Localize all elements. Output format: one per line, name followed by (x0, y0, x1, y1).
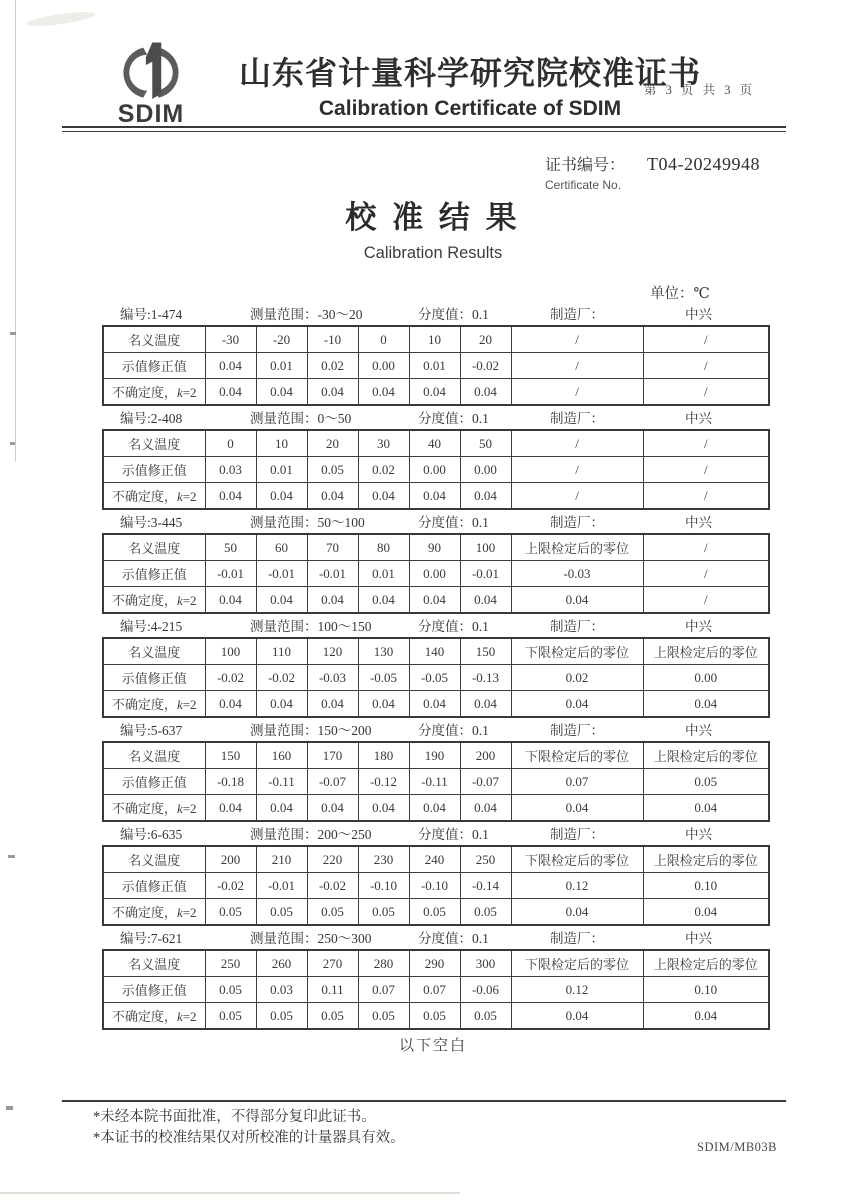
cell-value: 0.07 (409, 977, 460, 1003)
cell-value: -20 (256, 326, 307, 353)
cell-value: 0.04 (511, 1003, 643, 1030)
cell-value: 0.05 (256, 1003, 307, 1030)
row-uncertainty (103, 379, 769, 406)
blank-below-note: 以下空白 (398, 1038, 467, 1054)
cell-value: -0.14 (460, 873, 511, 899)
cell-value: 0.04 (460, 483, 511, 510)
cell-value: -0.02 (205, 873, 256, 899)
row-indication-correction (103, 353, 769, 379)
table-maker-label: 制造厂： (550, 723, 604, 738)
cell-value: -0.05 (409, 665, 460, 691)
cell-value: -0.06 (460, 977, 511, 1003)
cell-value: / (511, 379, 643, 406)
cell-value: 上限检定后的零位 (643, 950, 769, 977)
cell-value: / (643, 561, 769, 587)
cell-value: 130 (358, 638, 409, 665)
table-serial: 编号:4-215 (120, 619, 183, 634)
calibration-table (102, 325, 770, 406)
results-title-en: Calibration Results (363, 244, 503, 262)
table-serial: 编号:7-621 (120, 931, 183, 946)
row-uncertainty (103, 483, 769, 510)
cell-value: 0.04 (307, 587, 358, 614)
cell-value: / (643, 534, 769, 561)
cell-value: 0.04 (307, 795, 358, 822)
calibration-table (102, 949, 770, 1030)
cell-value: -0.02 (307, 873, 358, 899)
cell-value: 0.02 (307, 353, 358, 379)
cell-value: -0.05 (358, 665, 409, 691)
cell-value: 0.04 (358, 483, 409, 510)
table-measuring-range: 测量范围：200～250 (250, 827, 372, 842)
cell-value: -0.02 (205, 665, 256, 691)
row-label: 示值修正值 (103, 353, 205, 379)
row-label: 名义温度 (103, 742, 205, 769)
row-nominal-temperature (103, 846, 769, 873)
cell-value: 50 (205, 534, 256, 561)
table-maker-label: 制造厂： (550, 619, 604, 634)
calibration-table (102, 845, 770, 926)
table-division-value: 分度值：0.1 (418, 827, 489, 842)
cell-value: 0.04 (409, 795, 460, 822)
sdim-emblem-icon (119, 40, 183, 104)
row-uncertainty (103, 795, 769, 822)
row-label: 示值修正值 (103, 769, 205, 795)
cell-value: -0.01 (256, 561, 307, 587)
row-uncertainty (103, 899, 769, 926)
cell-value: / (643, 430, 769, 457)
cell-value: 0.00 (409, 561, 460, 587)
cell-value: / (643, 587, 769, 614)
cell-value: 0.04 (409, 691, 460, 718)
row-label: 名义温度 (103, 326, 205, 353)
cell-value: 0.04 (358, 379, 409, 406)
table-measuring-range: 测量范围：50～100 (250, 515, 365, 530)
cell-value: -0.01 (307, 561, 358, 587)
cell-value: 210 (256, 846, 307, 873)
cell-value: 0.04 (511, 899, 643, 926)
row-label: 名义温度 (103, 638, 205, 665)
calibration-table-block (102, 611, 768, 715)
cell-value: 上限检定后的零位 (643, 638, 769, 665)
cell-value: 下限检定后的零位 (511, 950, 643, 977)
cell-value: / (643, 326, 769, 353)
cell-value: 0.05 (460, 899, 511, 926)
cell-value: 0.12 (511, 977, 643, 1003)
cell-value: 0.04 (358, 691, 409, 718)
calibration-table (102, 637, 770, 718)
row-uncertainty (103, 691, 769, 718)
cell-value: -0.01 (205, 561, 256, 587)
scan-smudge (26, 9, 97, 29)
cell-value: 220 (307, 846, 358, 873)
cell-value: 上限检定后的零位 (643, 742, 769, 769)
table-meta-row (102, 507, 768, 533)
cell-value: 0.04 (205, 483, 256, 510)
scan-fold-line (15, 0, 16, 462)
cell-value: -0.01 (256, 873, 307, 899)
table-meta-row (102, 923, 768, 949)
row-label: 不确定度，k=2 (103, 1003, 205, 1030)
scan-mark (6, 1106, 13, 1110)
cell-value: 0.02 (358, 457, 409, 483)
cell-value: 0.05 (256, 899, 307, 926)
cell-value: -0.18 (205, 769, 256, 795)
cell-value: 230 (358, 846, 409, 873)
calibration-table-block (102, 715, 768, 819)
cell-value: 0.04 (409, 379, 460, 406)
table-maker-label: 制造厂： (550, 411, 604, 426)
cell-value: 0.00 (460, 457, 511, 483)
cell-value: 0.04 (307, 691, 358, 718)
table-serial: 编号:2-408 (120, 411, 183, 426)
cell-value: 40 (409, 430, 460, 457)
cell-value: 290 (409, 950, 460, 977)
row-label: 名义温度 (103, 846, 205, 873)
cell-value: 140 (409, 638, 460, 665)
cell-value: 0.07 (511, 769, 643, 795)
table-serial: 编号:5-637 (120, 723, 183, 738)
cell-value: 0.04 (256, 587, 307, 614)
table-division-value: 分度值：0.1 (418, 619, 489, 634)
cell-value: -0.10 (409, 873, 460, 899)
table-maker-value: 中兴 (685, 723, 712, 738)
cell-value: 100 (205, 638, 256, 665)
table-meta-row (102, 299, 768, 325)
cell-value: 0.04 (409, 587, 460, 614)
cell-value: 0.04 (358, 795, 409, 822)
table-maker-value: 中兴 (685, 307, 712, 322)
cell-value: 0.05 (307, 899, 358, 926)
cell-value: -0.10 (358, 873, 409, 899)
cell-value: / (511, 326, 643, 353)
footer-notes (93, 1107, 405, 1149)
cell-value: 上限检定后的零位 (511, 534, 643, 561)
cell-value: 0 (205, 430, 256, 457)
cell-value: 0.05 (307, 1003, 358, 1030)
cell-value: 0.04 (205, 587, 256, 614)
cell-value: 170 (307, 742, 358, 769)
cell-value: 270 (307, 950, 358, 977)
row-indication-correction (103, 977, 769, 1003)
row-indication-correction (103, 873, 769, 899)
cell-value: -0.11 (409, 769, 460, 795)
table-maker-label: 制造厂： (550, 827, 604, 842)
scan-mark (8, 855, 15, 858)
cell-value: 0.04 (358, 587, 409, 614)
cell-value: 150 (205, 742, 256, 769)
table-division-value: 分度值：0.1 (418, 723, 489, 738)
cell-value: 0.04 (460, 379, 511, 406)
table-maker-label: 制造厂： (550, 515, 604, 530)
cell-value: 10 (409, 326, 460, 353)
table-maker-value: 中兴 (685, 515, 712, 530)
cell-value: 10 (256, 430, 307, 457)
unit-label: 单位：℃ (650, 286, 710, 302)
cell-value: -0.07 (307, 769, 358, 795)
cell-value: / (511, 483, 643, 510)
cell-value: 0.04 (460, 587, 511, 614)
cell-value: 0.03 (205, 457, 256, 483)
cell-value: -0.03 (511, 561, 643, 587)
certificate-number-label-en: Certificate No. (545, 178, 622, 192)
row-indication-correction (103, 665, 769, 691)
row-uncertainty (103, 1003, 769, 1030)
footer-note: *未经本院书面批准，不得部分复印此证书。 (93, 1109, 376, 1125)
cell-value: -0.07 (460, 769, 511, 795)
cell-value: 50 (460, 430, 511, 457)
cell-value: 30 (358, 430, 409, 457)
table-serial: 编号:1-474 (120, 307, 183, 322)
cell-value: 0.01 (256, 457, 307, 483)
cell-value: 0.04 (460, 691, 511, 718)
table-division-value: 分度值：0.1 (418, 931, 489, 946)
cell-value: 110 (256, 638, 307, 665)
cell-value: 0.11 (307, 977, 358, 1003)
table-measuring-range: 测量范围：250～300 (250, 931, 372, 946)
cell-value: 0.05 (358, 1003, 409, 1030)
table-meta-row (102, 819, 768, 845)
cell-value: 160 (256, 742, 307, 769)
row-label: 不确定度，k=2 (103, 691, 205, 718)
table-division-value: 分度值：0.1 (418, 411, 489, 426)
row-indication-correction (103, 457, 769, 483)
cell-value: 下限检定后的零位 (511, 742, 643, 769)
cell-value: -0.11 (256, 769, 307, 795)
sdim-logo (96, 40, 206, 129)
scan-mark (10, 332, 16, 335)
cell-value: 0.01 (358, 561, 409, 587)
footer-divider (62, 1100, 786, 1102)
row-nominal-temperature (103, 430, 769, 457)
cell-value: 上限检定后的零位 (643, 846, 769, 873)
cell-value: 150 (460, 638, 511, 665)
table-maker-value: 中兴 (685, 411, 712, 426)
table-division-value: 分度值：0.1 (418, 307, 489, 322)
cell-value: / (643, 353, 769, 379)
cell-value: 0.03 (256, 977, 307, 1003)
calibration-table-block (102, 507, 768, 611)
calibration-table (102, 429, 770, 510)
row-label: 名义温度 (103, 430, 205, 457)
cell-value: 下限检定后的零位 (511, 638, 643, 665)
cell-value: 250 (460, 846, 511, 873)
cell-value: -30 (205, 326, 256, 353)
cell-value: 0.07 (358, 977, 409, 1003)
calibration-table-block (102, 819, 768, 923)
table-meta-row (102, 611, 768, 637)
cell-value: 0.04 (205, 795, 256, 822)
cell-value: 70 (307, 534, 358, 561)
cell-value: 0.05 (307, 457, 358, 483)
row-label: 示值修正值 (103, 457, 205, 483)
logo-text: SDIM (117, 100, 185, 128)
cell-value: 0.05 (409, 899, 460, 926)
cell-value: 0.04 (511, 795, 643, 822)
table-maker-label: 制造厂： (550, 307, 604, 322)
cell-value: 180 (358, 742, 409, 769)
header-divider (62, 126, 786, 132)
row-indication-correction (103, 769, 769, 795)
calibration-table-block (102, 403, 768, 507)
cell-value: 0.04 (256, 691, 307, 718)
certificate-number-value: T04-20249948 (647, 154, 761, 174)
calibration-tables (102, 299, 768, 1027)
cell-value: 0.05 (205, 977, 256, 1003)
certificate-number-block (545, 152, 760, 192)
row-label: 名义温度 (103, 534, 205, 561)
cell-value: 250 (205, 950, 256, 977)
row-nominal-temperature (103, 326, 769, 353)
row-nominal-temperature (103, 638, 769, 665)
cell-value: / (643, 457, 769, 483)
cell-value: 0.04 (256, 379, 307, 406)
cell-value: 0.10 (643, 977, 769, 1003)
institute-title-cn: 山东省计量科学研究院校准证书 (238, 55, 701, 91)
cell-value: 20 (307, 430, 358, 457)
cell-value: 0.04 (205, 353, 256, 379)
cell-value: 300 (460, 950, 511, 977)
cell-value: 0.12 (511, 873, 643, 899)
cell-value: 0.01 (256, 353, 307, 379)
cell-value: 0.04 (307, 483, 358, 510)
row-uncertainty (103, 587, 769, 614)
row-label: 不确定度，k=2 (103, 899, 205, 926)
table-measuring-range: 测量范围：0～50 (250, 411, 352, 426)
row-label: 不确定度，k=2 (103, 379, 205, 406)
cell-value: -0.02 (256, 665, 307, 691)
table-maker-value: 中兴 (685, 619, 712, 634)
cell-value: 0.04 (643, 899, 769, 926)
table-maker-value: 中兴 (685, 827, 712, 842)
table-meta-row (102, 715, 768, 741)
cell-value: 0.04 (205, 379, 256, 406)
cell-value: 280 (358, 950, 409, 977)
cell-value: 100 (460, 534, 511, 561)
cell-value: 0.05 (205, 1003, 256, 1030)
cell-value: 200 (205, 846, 256, 873)
cell-value: 200 (460, 742, 511, 769)
table-maker-value: 中兴 (685, 931, 712, 946)
cell-value: 120 (307, 638, 358, 665)
row-label: 示值修正值 (103, 561, 205, 587)
cell-value: 20 (460, 326, 511, 353)
cell-value: / (511, 353, 643, 379)
certificate-number-label-cn: 证书编号： (545, 157, 626, 174)
cell-value: 0.10 (643, 873, 769, 899)
cell-value: 0.05 (643, 769, 769, 795)
row-label: 不确定度，k=2 (103, 795, 205, 822)
row-nominal-temperature (103, 950, 769, 977)
calibration-table (102, 741, 770, 822)
cell-value: 60 (256, 534, 307, 561)
cell-value: 0.04 (643, 691, 769, 718)
cell-value: / (643, 483, 769, 510)
cell-value: -0.13 (460, 665, 511, 691)
page-number-info: 第 3 页 共 3 页 (644, 83, 756, 97)
cell-value: / (643, 379, 769, 406)
cell-value: 260 (256, 950, 307, 977)
cell-value: -0.01 (460, 561, 511, 587)
cell-value: 0.04 (409, 483, 460, 510)
results-title-block (100, 192, 766, 263)
cell-value: 下限检定后的零位 (511, 846, 643, 873)
cell-value: -0.02 (460, 353, 511, 379)
row-nominal-temperature (103, 534, 769, 561)
cell-value: 0.02 (511, 665, 643, 691)
calibration-table-block (102, 299, 768, 403)
scan-mark (0, 1192, 460, 1194)
table-serial: 编号:6-635 (120, 827, 183, 842)
cell-value: 0.05 (205, 899, 256, 926)
cell-value: / (511, 457, 643, 483)
cell-value: 0.05 (358, 899, 409, 926)
cell-value: 0.01 (409, 353, 460, 379)
cell-value: 0.00 (643, 665, 769, 691)
row-label: 不确定度，k=2 (103, 587, 205, 614)
cell-value: 190 (409, 742, 460, 769)
table-division-value: 分度值：0.1 (418, 515, 489, 530)
cell-value: 0.04 (256, 795, 307, 822)
results-title-cn: 校 准 结 果 (345, 200, 521, 235)
cell-value: -0.03 (307, 665, 358, 691)
cell-value: 0.04 (460, 795, 511, 822)
institute-title-en: Calibration Certificate of SDIM (318, 97, 622, 120)
row-label: 示值修正值 (103, 977, 205, 1003)
cell-value: 0.05 (460, 1003, 511, 1030)
cell-value: 0 (358, 326, 409, 353)
cell-value: 0.04 (643, 1003, 769, 1030)
cell-value: 80 (358, 534, 409, 561)
cell-value: 0.04 (307, 379, 358, 406)
cell-value: 0.05 (409, 1003, 460, 1030)
calibration-table-block (102, 923, 768, 1027)
row-indication-correction (103, 561, 769, 587)
row-nominal-temperature (103, 742, 769, 769)
cell-value: 0.00 (358, 353, 409, 379)
cell-value: 90 (409, 534, 460, 561)
cell-value: 0.04 (205, 691, 256, 718)
table-meta-row (102, 403, 768, 429)
row-label: 名义温度 (103, 950, 205, 977)
cell-value: 240 (409, 846, 460, 873)
cell-value: / (511, 430, 643, 457)
row-label: 示值修正值 (103, 873, 205, 899)
cell-value: 0.04 (511, 587, 643, 614)
cell-value: 0.04 (643, 795, 769, 822)
cell-value: 0.04 (256, 483, 307, 510)
calibration-table (102, 533, 770, 614)
cell-value: 0.04 (511, 691, 643, 718)
table-maker-label: 制造厂： (550, 931, 604, 946)
cell-value: -10 (307, 326, 358, 353)
form-code: SDIM/MB03B (697, 1140, 778, 1154)
table-serial: 编号:3-445 (120, 515, 183, 530)
cell-value: -0.12 (358, 769, 409, 795)
scan-mark (10, 442, 15, 445)
table-measuring-range: 测量范围：-30～20 (250, 307, 363, 322)
row-label: 不确定度，k=2 (103, 483, 205, 510)
table-measuring-range: 测量范围：100～150 (250, 619, 372, 634)
row-label: 示值修正值 (103, 665, 205, 691)
table-measuring-range: 测量范围：150～200 (250, 723, 372, 738)
cell-value: 0.00 (409, 457, 460, 483)
footer-note: *本证书的校准结果仅对所校准的计量器具有效。 (93, 1130, 405, 1146)
